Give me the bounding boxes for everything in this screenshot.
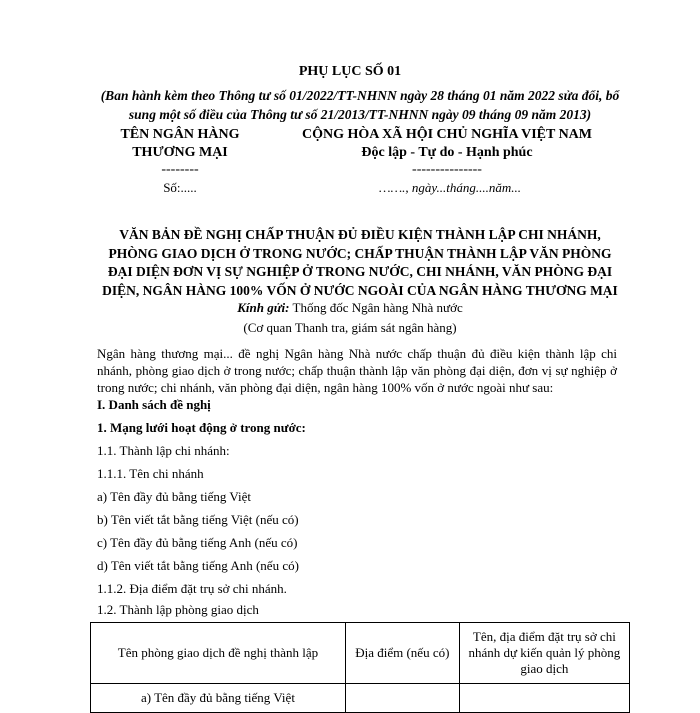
section-1-1: 1.1. Thành lập chi nhánh:	[97, 443, 230, 458]
transaction-office-table	[90, 622, 630, 713]
recipient-name: Thống đốc Ngân hàng Nhà nước	[289, 300, 463, 315]
table-header-row	[91, 623, 630, 684]
intro-paragraph: Ngân hàng thương mại... đề nghị Ngân hàng Nhà nước chấp thuận đủ điều kiện thành lập chi nhánh, phòng giao dịch ở trong nước; chấp thuận thành lập văn phòng đại diện, đơn vị sự nghiệp ở trong nước; chi nhánh, văn phòng đại diện, ngân hàng 100% vốn ở nước ngoài như sau:	[97, 346, 617, 395]
bank-name-line1: TÊN NGÂN HÀNG	[120, 127, 240, 142]
item-b: b) Tên viết tắt bằng tiếng Việt (nếu có)	[97, 512, 299, 527]
bank-dash: --------	[161, 162, 199, 177]
appendix-title: PHỤ LỤC SỐ 01	[298, 64, 402, 79]
recipient-label: Kính gửi:	[237, 300, 290, 315]
section-heading-1-1: 1. Mạng lưới hoạt động ở trong nước:	[97, 420, 306, 435]
table-header-cell: Tên phòng giao dịch đề nghị thành lập	[91, 623, 346, 684]
recipient-line	[0, 300, 700, 316]
national-header-block	[272, 126, 622, 178]
table-row	[91, 684, 630, 713]
table-cell	[345, 684, 459, 713]
item-c: c) Tên đầy đủ bằng tiếng Anh (nếu có)	[97, 535, 298, 550]
item-d: d) Tên viết tắt bằng tiếng Anh (nếu có)	[97, 558, 299, 573]
section-1-1-2: 1.1.2. Địa điểm đặt trụ sở chi nhánh.	[97, 581, 287, 596]
table-header-cell: Địa điểm (nếu có)	[345, 623, 459, 684]
table-cell: a) Tên đầy đủ bằng tiếng Việt	[91, 684, 346, 713]
bank-name-block	[95, 126, 265, 178]
table-cell	[459, 684, 629, 713]
item-a: a) Tên đầy đủ bằng tiếng Việt	[97, 489, 251, 504]
appendix-subtitle: (Ban hành kèm theo Thông tư số 01/2022/TT-NHNN ngày 28 tháng 01 năm 2022 sửa đổi, bổ sung một số điều của Thông tư số 21/2013/TT-NHNN ngày 09 tháng 09 năm 2013)	[100, 88, 620, 122]
document-number: Số:.....	[163, 180, 197, 195]
nation-motto: Độc lập - Tự do - Hạnh phúc	[361, 145, 533, 160]
bank-name-line2: THƯƠNG MẠI	[132, 145, 228, 160]
nation-dash: ---------------	[412, 162, 482, 177]
section-1-1-1: 1.1.1. Tên chi nhánh	[97, 466, 204, 481]
section-heading-1: I. Danh sách đề nghị	[97, 397, 211, 412]
document-title: VĂN BẢN ĐỀ NGHỊ CHẤP THUẬN ĐỦ ĐIỀU KIỆN THÀNH LẬP CHI NHÁNH, PHÒNG GIAO DỊCH Ở TRONG NƯỚC; CHẤP THUẬN THÀNH LẬP VĂN PHÒNG ĐẠI DIỆN ĐƠN VỊ SỰ NGHIỆP Ở TRONG NƯỚC, CHI NHÁNH, VĂN PHÒNG ĐẠI DIỆN, NGÂN HÀNG 100% VỐN Ở NƯỚC NGOÀI CỦA NGÂN HÀNG THƯƠNG MẠI	[102, 227, 618, 298]
table-header-cell: Tên, địa điểm đặt trụ sở chi nhánh dự kiến quản lý phòng giao dịch	[459, 623, 629, 684]
recipient-agency: (Cơ quan Thanh tra, giám sát ngân hàng)	[243, 320, 457, 335]
section-1-2: 1.2. Thành lập phòng giao dịch	[97, 602, 259, 617]
nation-name: CỘNG HÒA XÃ HỘI CHỦ NGHĨA VIỆT NAM	[301, 127, 592, 142]
document-date: ……., ngày...tháng....năm...	[379, 180, 521, 195]
